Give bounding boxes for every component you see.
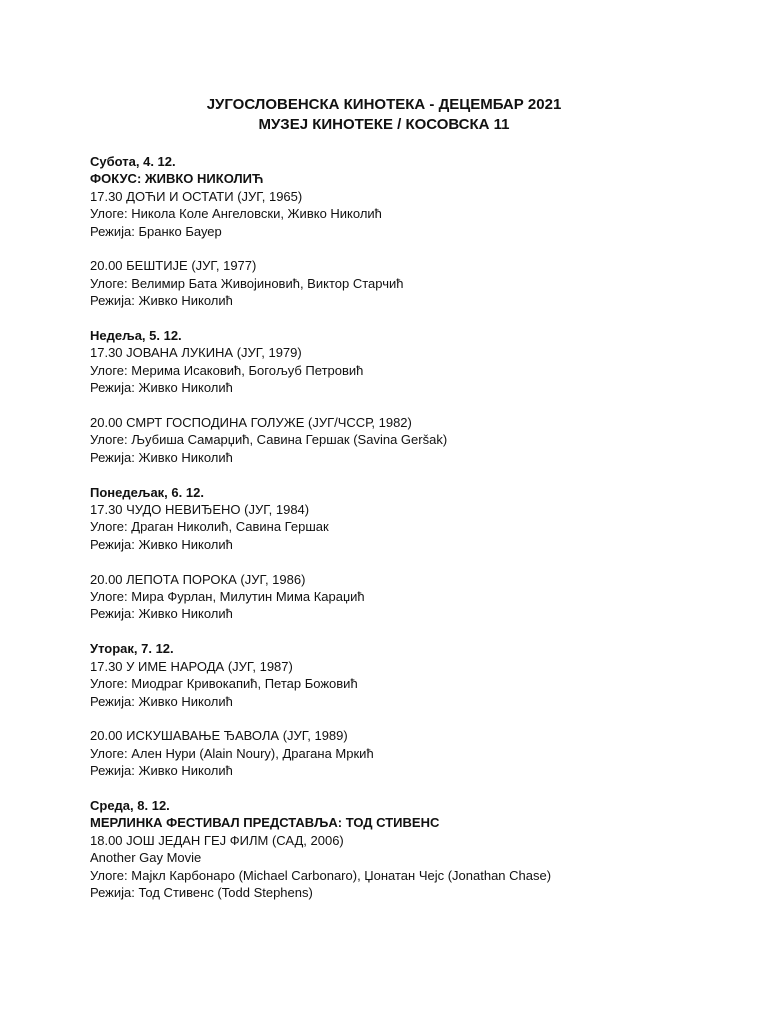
screening-director: Режија: Живко Николић: [90, 763, 233, 779]
screening-cast: Улоге: Ален Нури (Alain Noury), Драгана Мркић: [90, 745, 374, 761]
day-block: [90, 327, 730, 466]
screening: [90, 571, 730, 623]
screening: [90, 414, 730, 466]
screening: [90, 658, 730, 710]
screening-cast: Улоге: Велимир Бата Живојиновић, Виктор Старчић: [90, 275, 404, 291]
screening-director: Режија: Бранко Бауер: [90, 223, 222, 239]
screening-cast: Улоге: Драган Николић, Савина Гершак: [90, 519, 329, 535]
day-block: [90, 153, 730, 310]
screening-director: Режија: Живко Николић: [90, 293, 233, 309]
screening-cast: Улоге: Мира Фурлан, Милутин Мима Караџић: [90, 589, 365, 605]
screening-title: 20.00 БЕШТИЈЕ (ЈУГ, 1977): [90, 258, 257, 274]
screening-title: 20.00 ЛЕПОТА ПОРОКА (ЈУГ, 1986): [90, 571, 306, 587]
screening-cast: Улоге: Никола Коле Ангеловски, Живко Николић: [90, 206, 382, 222]
screening-title: 18.00 ЈОШ ЈЕДАН ГЕЈ ФИЛМ (САД, 2006): [90, 832, 344, 848]
screening-cast: Улоге: Миодраг Кривокапић, Петар Божовић: [90, 676, 358, 692]
screening: [90, 257, 730, 309]
day-label: Понедељак, 6. 12.: [90, 484, 204, 500]
screening-director: Режија: Живко Николић: [90, 380, 233, 396]
screening-title: 20.00 ИСКУШАВАЊЕ ЂАВОЛА (ЈУГ, 1989): [90, 728, 348, 744]
screening-title: 17.30 ДОЋИ И ОСТАТИ (ЈУГ, 1965): [90, 188, 303, 204]
screening: [90, 727, 730, 779]
screening-cast: Улоге: Мајкл Карбонаро (Michael Carbonaro), Џонатан Чејс (Jonathan Chase): [90, 867, 552, 883]
screening-director: Режија: Живко Николић: [90, 449, 233, 465]
day-block: [90, 484, 730, 623]
screening-title: 17.30 ЧУДО НЕВИЂЕНО (ЈУГ, 1984): [90, 502, 310, 518]
screening: [90, 501, 730, 553]
screening-director: Режија: Тод Стивенс (Todd Stephens): [90, 884, 313, 900]
screening-title: 17.30 ЈОВАНА ЛУКИНА (ЈУГ, 1979): [90, 345, 302, 361]
screening-director: Режија: Живко Николић: [90, 536, 233, 552]
day-label: Субота, 4. 12.: [90, 154, 176, 169]
day-block: [90, 797, 730, 901]
screening-director: Режија: Живко Николић: [90, 693, 233, 709]
screening-director: Режија: Живко Николић: [90, 606, 233, 622]
day-label: Недеља, 5. 12.: [90, 328, 182, 344]
screening-original-title: Another Gay Movie: [90, 850, 202, 866]
screening-cast: Улоге: Мерима Исаковић, Богољуб Петровић: [90, 362, 364, 378]
day-label: Среда, 8. 12.: [90, 797, 170, 813]
screening-cast: Улоге: Љубиша Самарџић, Савина Гершак (Savina Geršak): [90, 432, 448, 448]
screening-title: 17.30 У ИМЕ НАРОДА (ЈУГ, 1987): [90, 658, 293, 674]
screening: [90, 344, 730, 396]
day-label: Уторак, 7. 12.: [90, 641, 174, 657]
document-title: ЈУГОСЛОВЕНСКА КИНОТЕКА - ДЕЦЕМБАР 2021: [206, 96, 562, 113]
document-header: [0, 95, 768, 135]
screening: [90, 188, 730, 240]
screening-title: 20.00 СМРТ ГОСПОДИНА ГОЛУЖЕ (ЈУГ/ЧССР, 1982): [90, 415, 412, 431]
section-label: ФОКУС: ЖИВКО НИКОЛИЋ: [90, 171, 264, 187]
day-block: [90, 640, 730, 779]
program-list: [90, 153, 730, 919]
section-label: МЕРЛИНКА ФЕСТИВАЛ ПРЕДСТАВЉА: ТОД СТИВЕНС: [90, 815, 440, 831]
document-subtitle: МУЗЕЈ КИНОТЕКЕ / КОСОВСКА 11: [258, 116, 510, 133]
screening: [90, 832, 730, 902]
